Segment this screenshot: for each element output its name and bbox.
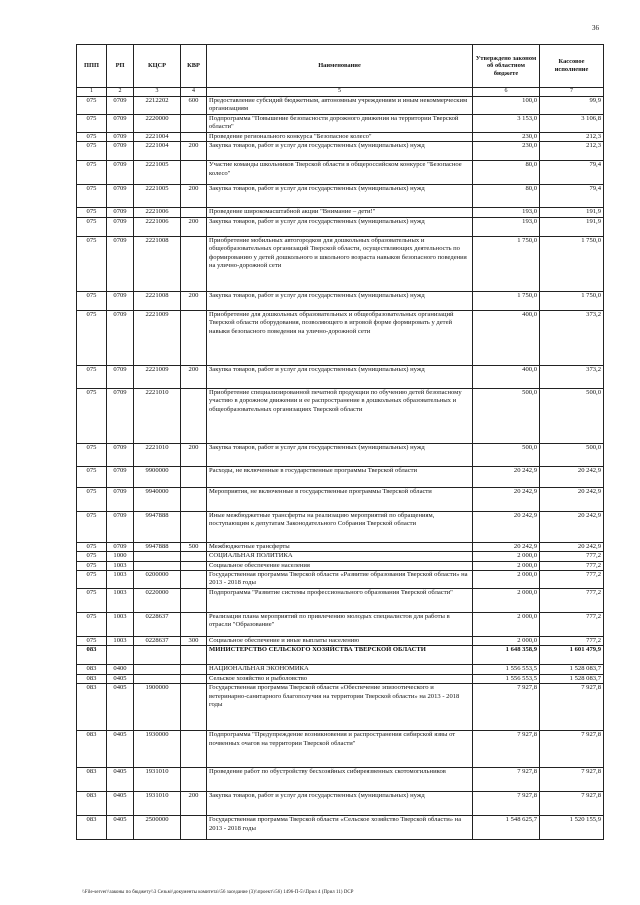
cell-rp: 0709 xyxy=(107,365,134,388)
cell-kcsr: 2221010 xyxy=(134,443,181,466)
col-number: 6 xyxy=(473,88,540,97)
cell-rp: 1003 xyxy=(107,613,134,637)
cell-kcsr: 1931010 xyxy=(134,768,181,792)
cell-executed: 1 601 479,9 xyxy=(540,646,604,665)
col-number: 1 xyxy=(77,88,107,97)
cell-kcsr: 0228637 xyxy=(134,637,181,646)
cell-rp: 0709 xyxy=(107,115,134,133)
cell-kcsr: 2221004 xyxy=(134,133,181,142)
cell-kvr xyxy=(181,665,207,674)
cell-kcsr: 2221009 xyxy=(134,310,181,365)
cell-kcsr: 2221005 xyxy=(134,185,181,208)
cell-approved: 2 000,0 xyxy=(473,589,540,613)
cell-name: Межбюджетные трансферты xyxy=(207,542,473,551)
cell-ppp: 075 xyxy=(77,133,107,142)
cell-kcsr: 2221008 xyxy=(134,291,181,310)
cell-name: Мероприятия, не включенные в государственные программы Тверской области xyxy=(207,487,473,511)
cell-approved: 1 750,0 xyxy=(473,291,540,310)
cell-kvr xyxy=(181,115,207,133)
cell-rp: 0709 xyxy=(107,97,134,115)
cell-name: Социальное обеспечение населения xyxy=(207,561,473,570)
col-header-ppp: ППП xyxy=(77,45,107,88)
cell-approved: 20 242,9 xyxy=(473,542,540,551)
cell-kcsr: 2221010 xyxy=(134,388,181,443)
cell-rp: 0709 xyxy=(107,388,134,443)
cell-name: Подпрограмма "Предупреждение возникновения и распространения сибирской язвы от почвенных очагов на территории Тверской области" xyxy=(207,731,473,768)
cell-kcsr: 2221006 xyxy=(134,217,181,236)
cell-name: Приобретение специализированной печатной продукции по обучению детей безопасному участию в дорожном движении и ее распространение в дошкольных образовательных и общеобразовательных организациях Тверской области xyxy=(207,388,473,443)
cell-executed: 1 750,0 xyxy=(540,236,604,291)
cell-kcsr: 1900000 xyxy=(134,684,181,731)
cell-ppp: 075 xyxy=(77,637,107,646)
table-row xyxy=(77,665,604,674)
cell-kcsr: 2212202 xyxy=(134,97,181,115)
cell-approved: 7 927,8 xyxy=(473,768,540,792)
cell-name: Закупка товаров, работ и услуг для государственных (муниципальных) нужд xyxy=(207,217,473,236)
cell-kvr xyxy=(181,731,207,768)
cell-ppp: 075 xyxy=(77,115,107,133)
cell-executed: 777,2 xyxy=(540,552,604,561)
cell-executed: 373,2 xyxy=(540,365,604,388)
cell-executed: 7 927,8 xyxy=(540,684,604,731)
page-number: 36 xyxy=(592,24,599,32)
cell-approved: 1 556 553,5 xyxy=(473,674,540,683)
cell-kvr xyxy=(181,208,207,217)
cell-kvr xyxy=(181,310,207,365)
cell-approved: 230,0 xyxy=(473,133,540,142)
col-header-kvr: КВР xyxy=(181,45,207,88)
cell-ppp: 083 xyxy=(77,768,107,792)
table-row xyxy=(77,185,604,208)
cell-rp: 1003 xyxy=(107,561,134,570)
cell-executed: 7 927,8 xyxy=(540,768,604,792)
cell-ppp: 083 xyxy=(77,684,107,731)
cell-ppp: 083 xyxy=(77,674,107,683)
cell-kcsr: 2500000 xyxy=(134,816,181,840)
cell-ppp: 075 xyxy=(77,142,107,161)
cell-rp: 0709 xyxy=(107,511,134,542)
table-row xyxy=(77,291,604,310)
cell-kcsr: 2221005 xyxy=(134,161,181,185)
cell-approved: 80,0 xyxy=(473,185,540,208)
cell-kvr: 200 xyxy=(181,792,207,816)
col-number: 7 xyxy=(540,88,604,97)
cell-name: Приобретение мобильных автогородков для дошкольных образовательных и общеобразовательных организаций Тверской области, осуществляющих деятельность по формированию у детей дошкольного и школьного возраста навыков безопасного поведения на улично-дорожной сети xyxy=(207,236,473,291)
cell-approved: 7 927,8 xyxy=(473,731,540,768)
cell-ppp: 075 xyxy=(77,236,107,291)
cell-approved: 400,0 xyxy=(473,310,540,365)
table-row xyxy=(77,816,604,840)
cell-name: СОЦИАЛЬНАЯ ПОЛИТИКА xyxy=(207,552,473,561)
cell-approved: 1 750,0 xyxy=(473,236,540,291)
cell-ppp: 083 xyxy=(77,731,107,768)
cell-kvr xyxy=(181,236,207,291)
cell-executed: 20 242,9 xyxy=(540,487,604,511)
footer-file-path: \\File-server\\законы по бюджету\\3 Сезьм\\документы комитета\\56 заседание (3)\\проект\\56) 1496-П-5\\Прил 4 (Прил 11) DCP xyxy=(82,890,354,895)
cell-ppp: 075 xyxy=(77,310,107,365)
cell-kvr: 300 xyxy=(181,637,207,646)
cell-kcsr xyxy=(134,665,181,674)
cell-kcsr: 2221008 xyxy=(134,236,181,291)
cell-kvr: 200 xyxy=(181,142,207,161)
cell-rp: 0709 xyxy=(107,161,134,185)
cell-name: Проведение работ по обустройству бесхозяйных сибиреязвенных скотомогильников xyxy=(207,768,473,792)
cell-ppp: 083 xyxy=(77,646,107,665)
cell-rp: 0400 xyxy=(107,665,134,674)
cell-kcsr: 1931010 xyxy=(134,792,181,816)
cell-ppp: 083 xyxy=(77,816,107,840)
budget-table xyxy=(76,44,604,840)
cell-kvr xyxy=(181,552,207,561)
cell-approved: 3 153,0 xyxy=(473,115,540,133)
cell-executed: 500,0 xyxy=(540,443,604,466)
cell-rp: 1003 xyxy=(107,637,134,646)
cell-name: Реализация плана мероприятий по привлечению молодых специалистов для работы в отрасли "Образование" xyxy=(207,613,473,637)
cell-ppp: 075 xyxy=(77,208,107,217)
cell-approved: 193,0 xyxy=(473,208,540,217)
cell-ppp: 075 xyxy=(77,487,107,511)
cell-rp: 0709 xyxy=(107,217,134,236)
cell-executed: 1 528 083,7 xyxy=(540,674,604,683)
cell-name: Социальное обеспечение и иные выплаты населению xyxy=(207,637,473,646)
cell-executed: 1 750,0 xyxy=(540,291,604,310)
table-row xyxy=(77,768,604,792)
cell-name: Государственная программа Тверской области «Развитие образования Тверской области» на 2013 - 2018 годы xyxy=(207,571,473,589)
cell-name: Закупка товаров, работ и услуг для государственных (муниципальных) нужд xyxy=(207,291,473,310)
cell-rp xyxy=(107,646,134,665)
cell-kvr xyxy=(181,487,207,511)
cell-approved: 2 000,0 xyxy=(473,552,540,561)
cell-approved: 2 000,0 xyxy=(473,637,540,646)
cell-name: Государственная программа Тверской области «Обеспечение эпизоотического и ветеринарно-санитарного благополучия на территории Тверской области» на 2013 - 2018 годы xyxy=(207,684,473,731)
cell-kcsr: 0200000 xyxy=(134,571,181,589)
table-row xyxy=(77,133,604,142)
cell-approved: 2 000,0 xyxy=(473,571,540,589)
cell-executed: 7 927,8 xyxy=(540,792,604,816)
cell-kvr xyxy=(181,466,207,487)
cell-approved: 20 242,9 xyxy=(473,487,540,511)
cell-ppp: 075 xyxy=(77,161,107,185)
cell-ppp: 075 xyxy=(77,542,107,551)
cell-name: Расходы, не включенные в государственные программы Тверской области xyxy=(207,466,473,487)
table-row xyxy=(77,511,604,542)
table-row xyxy=(77,208,604,217)
cell-name: Подпрограмма "Развитие системы профессионального образования Тверской области" xyxy=(207,589,473,613)
col-header-executed: Кассовое исполнение xyxy=(540,45,604,88)
cell-rp: 0405 xyxy=(107,731,134,768)
cell-executed: 212,3 xyxy=(540,142,604,161)
cell-executed: 1 528 083,7 xyxy=(540,665,604,674)
cell-rp: 1003 xyxy=(107,571,134,589)
cell-executed: 20 242,9 xyxy=(540,466,604,487)
cell-kcsr xyxy=(134,552,181,561)
cell-name: Закупка товаров, работ и услуг для государственных (муниципальных) нужд xyxy=(207,792,473,816)
cell-ppp: 075 xyxy=(77,561,107,570)
cell-executed: 500,0 xyxy=(540,388,604,443)
cell-kcsr xyxy=(134,674,181,683)
cell-ppp: 075 xyxy=(77,552,107,561)
cell-rp: 0709 xyxy=(107,236,134,291)
cell-kcsr xyxy=(134,561,181,570)
cell-executed: 777,2 xyxy=(540,589,604,613)
cell-kvr xyxy=(181,816,207,840)
col-number: 2 xyxy=(107,88,134,97)
cell-name: МИНИСТЕРСТВО СЕЛЬСКОГО ХОЗЯЙСТВА ТВЕРСКОЙ ОБЛАСТИ xyxy=(207,646,473,665)
table-row xyxy=(77,142,604,161)
table-row xyxy=(77,365,604,388)
cell-rp: 0709 xyxy=(107,310,134,365)
cell-rp: 0405 xyxy=(107,684,134,731)
table-row xyxy=(77,561,604,570)
cell-executed: 777,2 xyxy=(540,613,604,637)
cell-executed: 20 242,9 xyxy=(540,511,604,542)
table-row xyxy=(77,161,604,185)
cell-rp: 0709 xyxy=(107,466,134,487)
cell-rp: 0709 xyxy=(107,443,134,466)
cell-executed: 777,2 xyxy=(540,571,604,589)
cell-ppp: 075 xyxy=(77,613,107,637)
cell-kcsr: 2221004 xyxy=(134,142,181,161)
cell-name: Сельское хозяйство и рыболовство xyxy=(207,674,473,683)
cell-ppp: 075 xyxy=(77,571,107,589)
cell-kcsr: 9947888 xyxy=(134,542,181,551)
table-row xyxy=(77,589,604,613)
cell-rp: 0709 xyxy=(107,487,134,511)
cell-ppp: 075 xyxy=(77,388,107,443)
cell-executed: 79,4 xyxy=(540,161,604,185)
cell-approved: 400,0 xyxy=(473,365,540,388)
cell-rp: 0709 xyxy=(107,542,134,551)
cell-executed: 79,4 xyxy=(540,185,604,208)
cell-kvr: 500 xyxy=(181,542,207,551)
cell-ppp: 075 xyxy=(77,589,107,613)
table-row xyxy=(77,115,604,133)
cell-rp: 0709 xyxy=(107,133,134,142)
cell-rp: 1000 xyxy=(107,552,134,561)
header-row xyxy=(77,45,604,88)
cell-executed: 777,2 xyxy=(540,561,604,570)
cell-kcsr: 9900000 xyxy=(134,466,181,487)
cell-name: Участие команды школьников Тверской области в общероссийском конкурсе "Безопасное колесо" xyxy=(207,161,473,185)
cell-ppp: 075 xyxy=(77,97,107,115)
cell-kvr xyxy=(181,561,207,570)
cell-kcsr: 2221009 xyxy=(134,365,181,388)
table-row xyxy=(77,792,604,816)
cell-approved: 2 000,0 xyxy=(473,561,540,570)
cell-name: Закупка товаров, работ и услуг для государственных (муниципальных) нужд xyxy=(207,185,473,208)
cell-kvr xyxy=(181,571,207,589)
table-row xyxy=(77,552,604,561)
cell-approved: 1 648 358,9 xyxy=(473,646,540,665)
cell-approved: 7 927,8 xyxy=(473,792,540,816)
cell-kvr xyxy=(181,133,207,142)
cell-kcsr: 1930000 xyxy=(134,731,181,768)
cell-kvr xyxy=(181,511,207,542)
cell-executed: 373,2 xyxy=(540,310,604,365)
cell-rp: 0405 xyxy=(107,768,134,792)
cell-ppp: 075 xyxy=(77,291,107,310)
cell-kcsr: 2220000 xyxy=(134,115,181,133)
cell-name: Иные межбюджетные трансферты на реализацию мероприятий по обращениям, поступающим к депутатам Законодательного Собрания Тверской области xyxy=(207,511,473,542)
cell-executed: 777,2 xyxy=(540,637,604,646)
cell-kcsr: 9940000 xyxy=(134,487,181,511)
cell-kvr xyxy=(181,768,207,792)
cell-approved: 7 927,8 xyxy=(473,684,540,731)
col-header-kcsr: КЦСР xyxy=(134,45,181,88)
col-header-name: Наименование xyxy=(207,45,473,88)
cell-kcsr: 9947888 xyxy=(134,511,181,542)
cell-executed: 191,9 xyxy=(540,217,604,236)
cell-executed: 99,9 xyxy=(540,97,604,115)
table-row xyxy=(77,613,604,637)
cell-kvr xyxy=(181,161,207,185)
cell-approved: 1 556 553,5 xyxy=(473,665,540,674)
cell-approved: 80,0 xyxy=(473,161,540,185)
col-number: 3 xyxy=(134,88,181,97)
cell-rp: 0709 xyxy=(107,185,134,208)
cell-kcsr: 0228637 xyxy=(134,613,181,637)
cell-rp: 0405 xyxy=(107,792,134,816)
cell-approved: 1 548 625,7 xyxy=(473,816,540,840)
cell-kvr xyxy=(181,684,207,731)
table-row xyxy=(77,542,604,551)
table-row xyxy=(77,466,604,487)
table-row xyxy=(77,236,604,291)
table-row xyxy=(77,684,604,731)
column-number-row xyxy=(77,88,604,97)
cell-rp: 0709 xyxy=(107,291,134,310)
cell-name: Закупка товаров, работ и услуг для государственных (муниципальных) нужд xyxy=(207,365,473,388)
cell-rp: 0405 xyxy=(107,674,134,683)
table-row xyxy=(77,310,604,365)
cell-rp: 0405 xyxy=(107,816,134,840)
cell-approved: 100,0 xyxy=(473,97,540,115)
cell-rp: 0709 xyxy=(107,208,134,217)
table-row xyxy=(77,388,604,443)
cell-ppp: 075 xyxy=(77,365,107,388)
cell-rp: 0709 xyxy=(107,142,134,161)
cell-kvr: 600 xyxy=(181,97,207,115)
cell-approved: 500,0 xyxy=(473,388,540,443)
cell-executed: 212,3 xyxy=(540,133,604,142)
cell-executed: 3 106,8 xyxy=(540,115,604,133)
cell-ppp: 083 xyxy=(77,792,107,816)
cell-kvr xyxy=(181,388,207,443)
cell-executed: 1 520 155,9 xyxy=(540,816,604,840)
cell-kcsr: 2221006 xyxy=(134,208,181,217)
cell-kvr xyxy=(181,674,207,683)
cell-approved: 500,0 xyxy=(473,443,540,466)
cell-kvr xyxy=(181,613,207,637)
table-row xyxy=(77,217,604,236)
cell-approved: 2 000,0 xyxy=(473,613,540,637)
table-row xyxy=(77,571,604,589)
table-row xyxy=(77,487,604,511)
cell-name: НАЦИОНАЛЬНАЯ ЭКОНОМИКА xyxy=(207,665,473,674)
cell-kvr xyxy=(181,646,207,665)
cell-ppp: 083 xyxy=(77,665,107,674)
cell-kvr: 200 xyxy=(181,443,207,466)
table-row xyxy=(77,731,604,768)
cell-ppp: 075 xyxy=(77,466,107,487)
cell-name: Подпрограмма "Повышение безопасности дорожного движения на территории Тверской области" xyxy=(207,115,473,133)
cell-kvr: 200 xyxy=(181,365,207,388)
cell-approved: 230,0 xyxy=(473,142,540,161)
table-row xyxy=(77,646,604,665)
cell-ppp: 075 xyxy=(77,443,107,466)
table-row xyxy=(77,674,604,683)
cell-executed: 20 242,9 xyxy=(540,542,604,551)
cell-name: Проведение регионального конкурса "Безопасное колесо" xyxy=(207,133,473,142)
table-row xyxy=(77,637,604,646)
cell-name: Закупка товаров, работ и услуг для государственных (муниципальных) нужд xyxy=(207,443,473,466)
cell-rp: 1003 xyxy=(107,589,134,613)
cell-executed: 7 927,8 xyxy=(540,731,604,768)
col-header-rp: РП xyxy=(107,45,134,88)
table-row xyxy=(77,443,604,466)
col-header-approved: Утверждено законом об областном бюджете xyxy=(473,45,540,88)
cell-approved: 193,0 xyxy=(473,217,540,236)
cell-ppp: 075 xyxy=(77,185,107,208)
cell-name: Закупка товаров, работ и услуг для государственных (муниципальных) нужд xyxy=(207,142,473,161)
cell-name: Государственная программа Тверской области «Сельское хозяйство Тверской области» на 2013 - 2018 годы xyxy=(207,816,473,840)
cell-kvr: 200 xyxy=(181,217,207,236)
table-body xyxy=(77,97,604,840)
cell-kvr: 200 xyxy=(181,185,207,208)
cell-kcsr xyxy=(134,646,181,665)
cell-kvr: 200 xyxy=(181,291,207,310)
cell-name: Предоставление субсидий бюджетным, автономным учреждениям и иным некоммерческим организациям xyxy=(207,97,473,115)
cell-kcsr: 0220000 xyxy=(134,589,181,613)
table-row xyxy=(77,97,604,115)
cell-ppp: 075 xyxy=(77,511,107,542)
cell-approved: 20 242,9 xyxy=(473,511,540,542)
cell-ppp: 075 xyxy=(77,217,107,236)
cell-name: Проведение широкомасштабной акции "Внимание – дети!" xyxy=(207,208,473,217)
cell-approved: 20 242,9 xyxy=(473,466,540,487)
col-number: 5 xyxy=(207,88,473,97)
cell-name: Приобретение для дошкольных образовательных и общеобразовательных организаций Тверской области оборудования, позволяющего в игровой форме формировать у детей навыки безопасного поведения на улично-дорожной сети xyxy=(207,310,473,365)
col-number: 4 xyxy=(181,88,207,97)
cell-executed: 191,9 xyxy=(540,208,604,217)
cell-kvr xyxy=(181,589,207,613)
